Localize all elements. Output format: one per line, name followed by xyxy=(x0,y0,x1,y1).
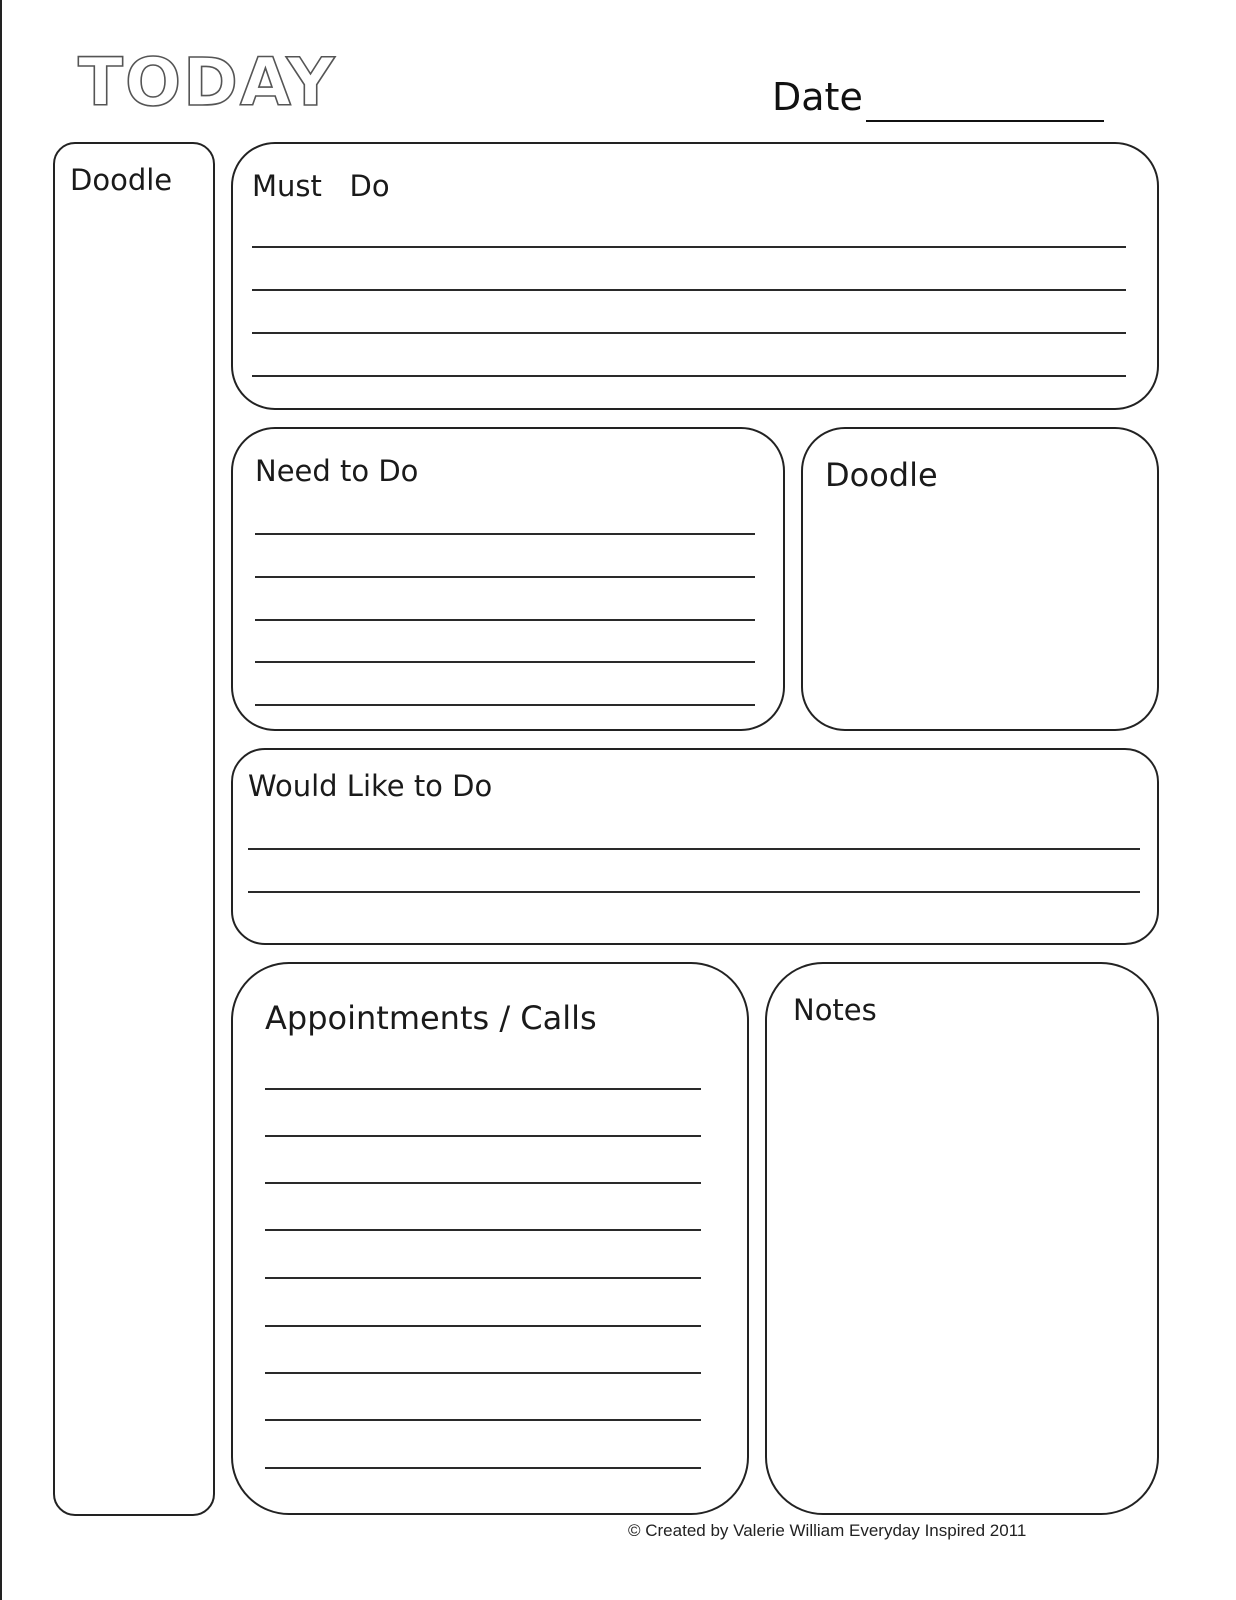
must-do-line[interactable] xyxy=(252,375,1126,377)
appointments-calls-label: Appointments / Calls xyxy=(265,999,597,1037)
need-to-do-line[interactable] xyxy=(255,619,755,621)
doodle-box-label: Doodle xyxy=(825,456,938,494)
appointment-line[interactable] xyxy=(265,1467,701,1469)
need-to-do-line[interactable] xyxy=(255,576,755,578)
appointment-line[interactable] xyxy=(265,1277,701,1279)
date-label: Date xyxy=(772,75,863,119)
appointment-line[interactable] xyxy=(265,1182,701,1184)
appointment-line[interactable] xyxy=(265,1325,701,1327)
must-do-line[interactable] xyxy=(252,332,1126,334)
would-like-to-do-line[interactable] xyxy=(248,891,1140,893)
copyright-footer: © Created by Valerie William Everyday Inspired 2011 xyxy=(628,1521,1027,1540)
would-like-to-do-line[interactable] xyxy=(248,848,1140,850)
appointments-calls-panel xyxy=(231,962,749,1515)
doodle-sidebar-label: Doodle xyxy=(70,163,173,197)
must-do-panel xyxy=(231,142,1159,410)
appointment-line[interactable] xyxy=(265,1135,701,1137)
must-do-line[interactable] xyxy=(252,246,1126,248)
need-to-do-line[interactable] xyxy=(255,704,755,706)
need-to-do-line[interactable] xyxy=(255,533,755,535)
page-edge xyxy=(0,0,2,1600)
need-to-do-label: Need to Do xyxy=(255,454,419,488)
doodle-box-panel[interactable] xyxy=(801,427,1159,731)
need-to-do-panel xyxy=(231,427,785,731)
would-like-to-do-panel xyxy=(231,748,1159,945)
date-field-line[interactable] xyxy=(866,120,1104,122)
notes-label: Notes xyxy=(793,993,877,1027)
must-do-line[interactable] xyxy=(252,289,1126,291)
appointment-line[interactable] xyxy=(265,1419,701,1421)
need-to-do-line[interactable] xyxy=(255,661,755,663)
must-do-label: Must Do xyxy=(252,169,390,203)
notes-panel[interactable] xyxy=(765,962,1159,1515)
page-title: TODAY xyxy=(78,44,337,121)
appointment-line[interactable] xyxy=(265,1088,701,1090)
doodle-sidebar-panel[interactable] xyxy=(53,142,215,1516)
would-like-to-do-label: Would Like to Do xyxy=(248,769,493,803)
appointment-line[interactable] xyxy=(265,1229,701,1231)
appointment-line[interactable] xyxy=(265,1372,701,1374)
